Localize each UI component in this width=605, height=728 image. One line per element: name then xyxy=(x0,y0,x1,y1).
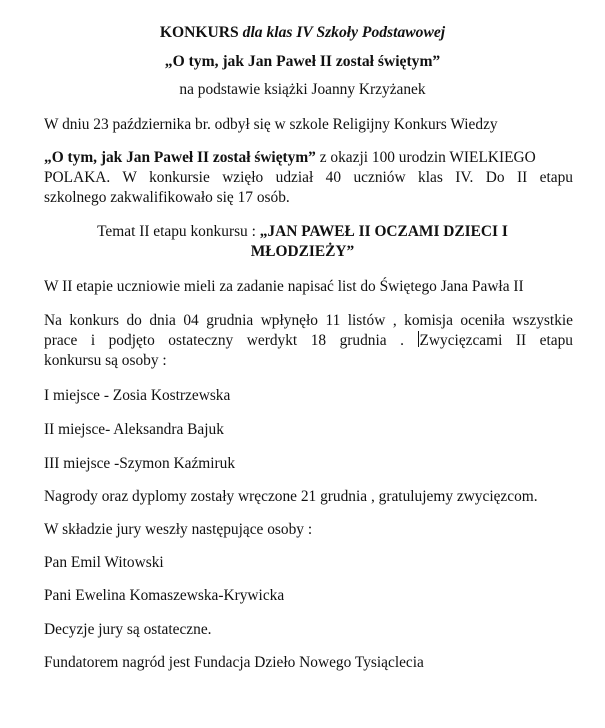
theme-bold-1: „JAN PAWEŁ II OCZAMI DZIECI I xyxy=(259,223,508,240)
header-title xyxy=(0,52,605,72)
theme-label: Temat II etapu konkursu : xyxy=(97,223,260,240)
winner-2: II miejsce- Aleksandra Bajuk xyxy=(44,421,224,438)
intro-line-3: POLAKA. W konkursie wzięło udział 40 uczniów klas IV. Do II etapu xyxy=(44,169,573,186)
jury-member-2: Pani Ewelina Komaszewska-Krywicka xyxy=(44,587,285,604)
header-line-1 xyxy=(0,23,605,43)
intro-line-4: szkolnego zakwalifikowało się 17 osób. xyxy=(44,189,290,206)
intro-line-2-rest: z okazji 100 urodzin WIELKIEGO xyxy=(315,149,536,166)
results-line-1: Na konkurs do dnia 04 grudnia wpłynęło 11 listów , komisja oceniła wszystkie xyxy=(44,312,573,329)
header-dla-klas: dla klas IV Szkoły Podstawowej xyxy=(242,24,446,41)
winner-1: I miejsce - Zosia Kostrzewska xyxy=(44,387,231,404)
stage2-text: W II etapie uczniowie mieli za zadanie napisać list do Świętego Jana Pawła II xyxy=(44,278,524,295)
jury-member-1: Pan Emil Witowski xyxy=(44,554,164,571)
text-cursor xyxy=(418,331,419,347)
results-line-2a: prace i podjęto ostateczny werdykt 18 grudnia . xyxy=(44,332,418,349)
theme-line-2 xyxy=(0,242,605,262)
sponsor-text: Fundatorem nagród jest Fundacja Dzieło Nowego Tysiąclecia xyxy=(44,654,424,671)
theme-line-1 xyxy=(0,222,605,242)
awards-text: Nagrody oraz dyplomy zostały wręczone 21 grudnia , gratulujemy zwycięzcom. xyxy=(44,488,538,505)
final-text: Decyzje jury są ostateczne. xyxy=(44,621,212,638)
theme-bold-2: MŁODZIEŻY” xyxy=(250,243,355,260)
header-book: na podstawie książki Joanny Krzyżanek xyxy=(179,81,426,98)
jury-intro: W składzie jury weszły następujące osoby : xyxy=(44,521,313,538)
intro-line-2 xyxy=(44,148,536,168)
header-konkurs: KONKURS xyxy=(159,24,239,41)
header-title-text: „O tym, jak Jan Paweł II został świętym” xyxy=(164,53,441,70)
intro-line-1: W dniu 23 października br. odbył się w szkole Religijny Konkurs Wiedzy xyxy=(44,116,498,133)
results-line-3: konkursu są osoby : xyxy=(44,352,167,369)
results-line-2b: Zwycięzcami II etapu xyxy=(419,332,573,349)
results-line-2 xyxy=(44,331,573,351)
intro-title-bold: „O tym, jak Jan Paweł II został świętym” xyxy=(44,149,316,166)
winner-3: III miejsce -Szymon Kaźmiruk xyxy=(44,455,236,472)
